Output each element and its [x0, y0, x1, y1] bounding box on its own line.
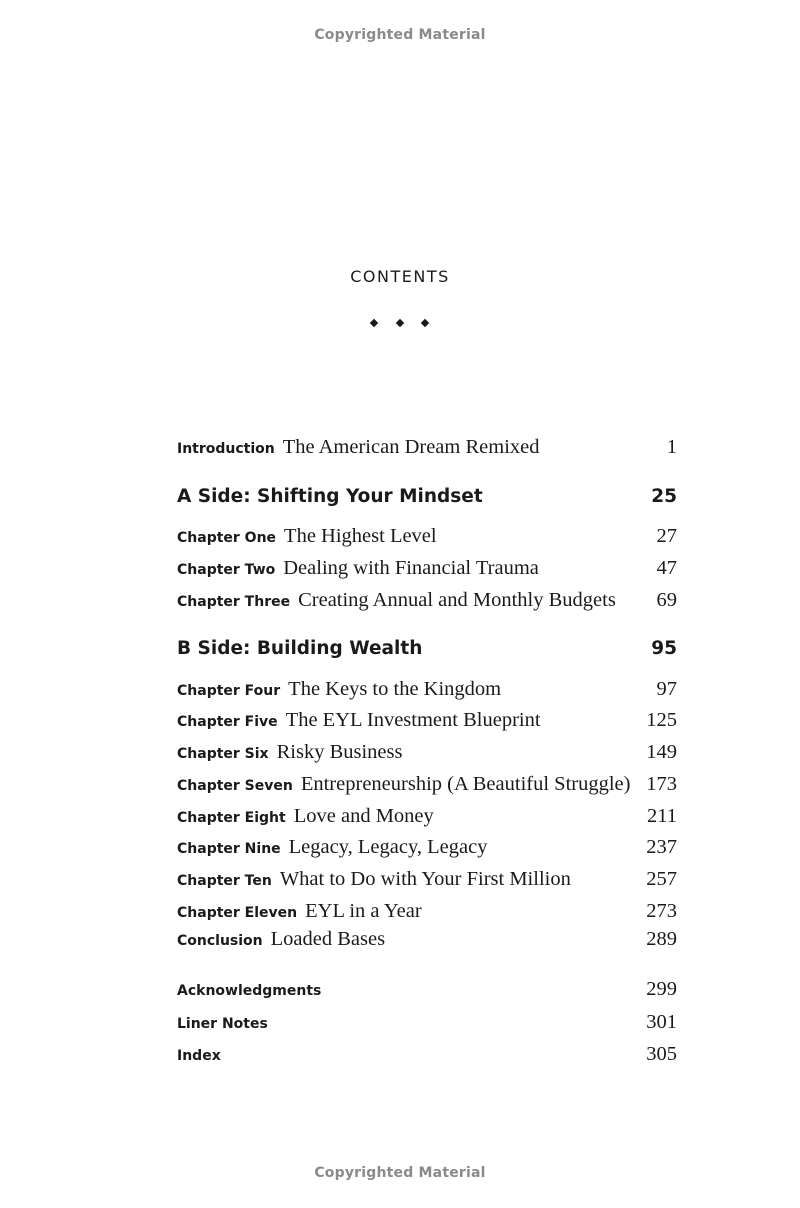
entry-label: Conclusion	[177, 933, 263, 949]
entry-title: The Highest Level	[284, 525, 437, 547]
entry-page: 1	[666, 436, 677, 458]
toc-entry-conclusion[interactable]	[177, 928, 677, 951]
entry-label: Chapter Four	[177, 683, 281, 699]
entry-title: Loaded Bases	[270, 928, 386, 950]
toc-entry-chapter-three[interactable]	[177, 589, 677, 612]
entry-label: Chapter Eight	[177, 810, 286, 826]
entry-page: 273	[646, 900, 677, 922]
copyright-footer: Copyrighted Material	[314, 1165, 486, 1181]
toc-entry-chapter-four[interactable]	[177, 678, 677, 701]
part-page: 95	[651, 638, 677, 659]
part-title: A Side: Shifting Your Mindset	[177, 486, 483, 507]
entry-page: 125	[646, 709, 677, 731]
entry-label: Chapter Three	[177, 594, 291, 610]
entry-title: EYL in a Year	[305, 900, 422, 922]
entry-label: Chapter Five	[177, 714, 278, 730]
entry-page: 149	[646, 741, 677, 763]
toc-entry-acknowledgments[interactable]	[177, 978, 677, 1001]
part-title: B Side: Building Wealth	[177, 638, 423, 659]
diamond-ornament	[0, 318, 800, 330]
entry-page: 97	[656, 678, 677, 700]
entry-title: Love and Money	[293, 805, 434, 827]
entry-label: Liner Notes	[177, 1016, 268, 1032]
entry-page: 257	[646, 868, 677, 890]
diamond-icon	[396, 319, 404, 327]
toc-entry-chapter-eleven[interactable]	[177, 900, 677, 923]
part-page: 25	[651, 486, 677, 507]
toc-entry-chapter-ten[interactable]	[177, 868, 677, 891]
toc-entry-chapter-one[interactable]	[177, 525, 677, 548]
entry-title: What to Do with Your First Million	[279, 868, 571, 890]
entry-title: Creating Annual and Monthly Budgets	[298, 589, 616, 611]
toc-part-a[interactable]	[177, 486, 677, 507]
entry-label: Chapter Nine	[177, 841, 281, 857]
entry-label: Chapter Seven	[177, 778, 293, 794]
diamond-icon	[370, 319, 378, 327]
entry-label: Chapter One	[177, 530, 277, 546]
entry-page: 173	[646, 773, 677, 795]
entry-page: 289	[646, 928, 677, 950]
entry-title: Legacy, Legacy, Legacy	[288, 836, 488, 858]
copyright-header: Copyrighted Material	[314, 27, 486, 43]
entry-label: Chapter Ten	[177, 873, 272, 889]
entry-page: 301	[646, 1011, 677, 1033]
entry-page: 237	[646, 836, 677, 858]
entry-label: Index	[177, 1048, 221, 1064]
entry-label: Chapter Eleven	[177, 905, 298, 921]
toc-entry-index[interactable]	[177, 1043, 677, 1066]
toc-entry-chapter-nine[interactable]	[177, 836, 677, 859]
entry-label: Introduction	[177, 441, 275, 457]
toc-entry-introduction[interactable]	[177, 436, 677, 459]
contents-title: CONTENTS	[350, 267, 450, 286]
toc-entry-chapter-six[interactable]	[177, 741, 677, 764]
entry-page: 299	[646, 978, 677, 1000]
toc-entry-chapter-five[interactable]	[177, 709, 677, 732]
entry-page: 27	[656, 525, 677, 547]
entry-title: The EYL Investment Blueprint	[285, 709, 541, 731]
entry-title: The American Dream Remixed	[282, 436, 540, 458]
diamond-icon	[421, 319, 429, 327]
entry-page: 305	[646, 1043, 677, 1065]
entry-label: Chapter Two	[177, 562, 276, 578]
toc-entry-liner-notes[interactable]	[177, 1011, 677, 1034]
entry-title: Entrepreneurship (A Beautiful Struggle)	[300, 773, 631, 795]
entry-page: 211	[647, 805, 677, 827]
entry-page: 47	[656, 557, 677, 579]
entry-title: Risky Business	[276, 741, 403, 763]
entry-title: Dealing with Financial Trauma	[283, 557, 539, 579]
entry-label: Acknowledgments	[177, 983, 322, 999]
toc-entry-chapter-seven[interactable]	[177, 773, 677, 796]
toc-entry-chapter-eight[interactable]	[177, 805, 677, 828]
toc-entry-chapter-two[interactable]	[177, 557, 677, 580]
entry-page: 69	[656, 589, 677, 611]
toc-part-b[interactable]	[177, 638, 677, 659]
entry-label: Chapter Six	[177, 746, 269, 762]
entry-title: The Keys to the Kingdom	[288, 678, 502, 700]
